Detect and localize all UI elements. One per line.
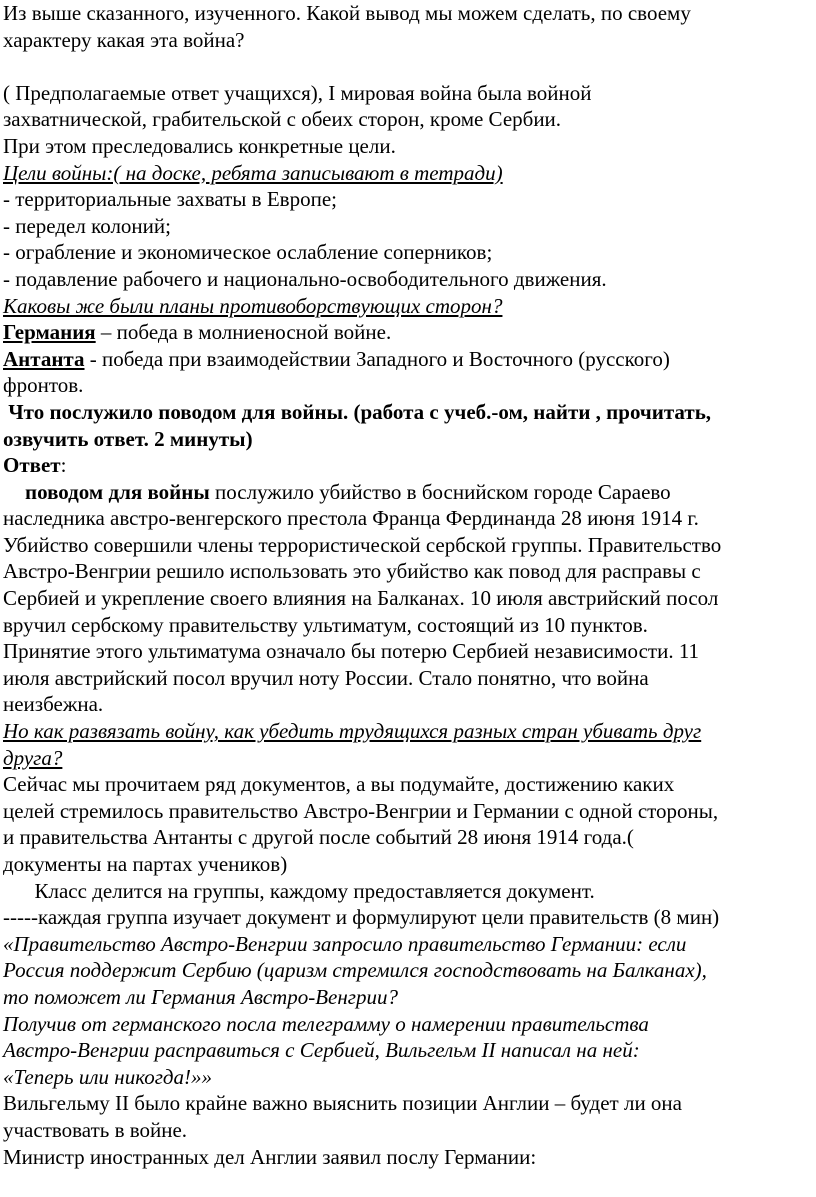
documents-line: документы на партах учеников) [3, 852, 288, 876]
intro-line-2: характеру какая эта война? [3, 27, 245, 52]
goal-item: - ограбление и экономическое ослабление соперников; [3, 240, 493, 265]
goal-item: - территориальные захваты в Европе; [3, 187, 337, 212]
how-question-line-2: друга? [3, 745, 63, 770]
closing-line: Министр иностранных дел Англии заявил послу Германии: [3, 1144, 537, 1169]
goal-item: - передел колоний; [3, 213, 171, 238]
response-lead-rest: послужило убийство в боснийском городе Сараево [209, 479, 671, 504]
how-question-line-1: Но как развязать войну, как убедить трудящихся разных стран убивать друг [3, 719, 702, 744]
quote-line: Россия поддержит Сербию (царизм стремился господствовать на Балканах), [3, 958, 707, 983]
closing-line: Вильгельму II было крайне важно выяснить позиции Англии – будет ли она [3, 1091, 682, 1116]
entente-label: Антанта [3, 346, 85, 371]
germany-plan [3, 319, 815, 346]
answer-line-1: ( Предполагаемые ответ учащихся), I мировая война была войной [3, 80, 592, 105]
response-label-line [3, 452, 815, 479]
intro-line-1: Из выше сказанного, изученного. Какой вывод мы можем сделать, по своему [3, 1, 691, 25]
quote-line: то поможет ли Германия Австро-Венгрии? [3, 984, 398, 1009]
blank-line [3, 53, 815, 80]
quote-line: Австро-Венгрии расправиться с Сербией, Вильгельм II написал на ней: [3, 1038, 640, 1063]
response-line: Принятие этого ультиматума означало бы потерю Сербией независимости. 11 [3, 639, 700, 664]
documents-line: Сейчас мы прочитаем ряд документов, а вы подумайте, достижению каких [3, 772, 675, 797]
response-label: Ответ [3, 453, 61, 478]
response-line: июля австрийский посол вручил ноту России. Стало понятно, что война [3, 665, 649, 690]
document-page [3, 0, 815, 1170]
response-line: неизбежна. [3, 692, 104, 717]
documents-line: и правительства Антанты с другой после событий 28 июня 1914 года.( [3, 825, 634, 850]
response-line: вручил сербскому правительству ультиматум, состоящий из 10 пунктов. [3, 612, 648, 637]
goal-item: - подавление рабочего и национально-освободительного движения. [3, 266, 607, 291]
response-lead [3, 479, 815, 506]
answer-line-3: При этом преследовались конкретные цели. [3, 133, 396, 158]
plans-heading: Каковы же были планы противоборствующих сторон? [3, 293, 503, 318]
answer-line-2: захватнической, грабительской с обеих сторон, кроме Сербии. [3, 107, 562, 132]
response-lead-bold: поводом для войны [25, 479, 210, 504]
entente-plan [3, 346, 815, 373]
response-line: Сербией и укрепление своего влияния на Балканах. 10 июля австрийский посол [3, 586, 719, 611]
quote-line: Получив от германского посла телеграмму о намерении правительства [3, 1011, 649, 1036]
entente-text: - победа при взаимодействии Западного и Восточного (русского) [84, 346, 670, 371]
germany-text: – победа в молниеносной войне. [95, 320, 392, 345]
response-line: Убийство совершили члены террористической сербской группы. Правительство [3, 532, 722, 557]
documents-line: целей стремилось правительство Австро-Венгрии и Германии с одной стороны, [3, 798, 719, 823]
task-line: -----каждая группа изучает документ и формулируют цели правительств (8 мин) [3, 905, 720, 930]
groups-line: Класс делится на группы, каждому предоставляется документ. [3, 878, 595, 903]
response-colon: : [60, 453, 67, 478]
entente-text-cont: фронтов. [3, 373, 84, 398]
response-line: наследника австро-венгерского престола Франца Фердинанда 28 июня 1914 г. [3, 506, 699, 531]
goals-heading: Цели войны:( на доске, ребята записывают в тетради) [3, 160, 503, 185]
quote-line: «Правительство Австро-Венгрии запросило правительство Германии: если [3, 931, 687, 956]
question-line-2: озвучить ответ. 2 минуты) [3, 426, 253, 451]
germany-label: Германия [3, 320, 96, 345]
closing-line: участвовать в войне. [3, 1117, 188, 1142]
response-line: Австро-Венгрии решило использовать это убийство как повод для расправы с [3, 559, 701, 584]
question-line-1: Что послужило поводом для войны. (работа с учеб.-ом, найти , прочитать, [3, 399, 712, 424]
quote-line: «Теперь или никогда!»» [3, 1064, 213, 1089]
